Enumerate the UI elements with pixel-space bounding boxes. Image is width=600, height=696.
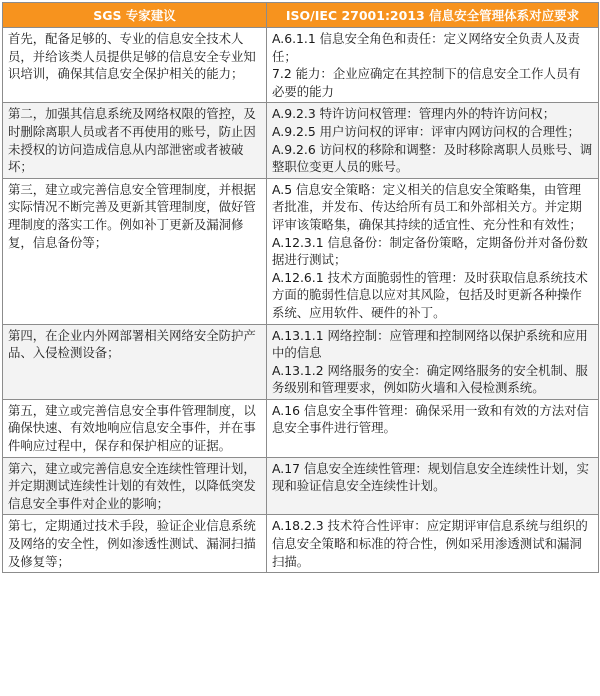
requirements-cell	[267, 399, 599, 457]
table-header-row	[3, 3, 599, 28]
header-sgs-advice: SGS 专家建议	[3, 3, 267, 28]
requirements-cell	[267, 515, 599, 573]
mapping-table-container	[2, 2, 598, 573]
requirement-item: A.9.2.3 特许访问权管理：管理内外的特许访问权；	[272, 106, 556, 122]
table-row	[3, 103, 599, 178]
table-row	[3, 178, 599, 324]
table-row	[3, 457, 599, 515]
table-row	[3, 324, 599, 399]
table-row	[3, 515, 599, 573]
requirement-item: A.5 信息安全策略：定义相关的信息安全策略集，由管理者批准，并发布、传达给所有员工和外部相关方。并定期评审该策略集，确保其持续的适宜性、充分性和有效性；	[272, 181, 582, 232]
requirement-item: A.18.2.3 技术符合性评审：应定期评审信息系统与组织的信息安全策略和标准的符合性，例如采用渗透测试和漏洞扫描。	[272, 518, 588, 569]
requirement-item: A.6.1.1 信息安全角色和责任：定义网络安全负责人及责任；	[272, 31, 580, 64]
advice-cell: 第五，建立或完善信息安全事件管理制度，以确保快速、有效地响应信息安全事件，并在事件响应过程中，保存和保护相应的证据。	[3, 399, 267, 457]
header-iso-requirements: ISO/IEC 27001:2013 信息安全管理体系对应要求	[267, 3, 599, 28]
requirement-item: A.13.1.1 网络控制：应管理和控制网络以保护系统和应用中的信息	[272, 327, 588, 361]
requirement-item: A.17 信息安全连续性管理：规划信息安全连续性计划，实现和验证信息安全连续性计划。	[272, 460, 589, 494]
requirement-item: A.9.2.6 访问权的移除和调整：及时移除离职人员账号、调整职位变更人员的账号。	[272, 141, 593, 175]
table-row	[3, 399, 599, 457]
advice-cell: 第二，加强其信息系统及网络权限的管控，及时删除离职人员或者不再使用的账号，防止因未授权的访问造成信息从内部泄密或者被破坏；	[3, 103, 267, 178]
requirement-item: A.12.6.1 技术方面脆弱性的管理：及时获取信息系统技术方面的脆弱性信息以应对其风险，包括及时更新各种操作系统、应用软件、硬件的补丁。	[272, 269, 588, 320]
requirement-item: A.12.3.1 信息备份：制定备份策略，定期备份并对备份数据进行测试；	[272, 234, 588, 268]
requirement-item: A.13.1.2 网络服务的安全：确定网络服务的安全机制、服务级别和管理要求，例如防火墙和入侵检测系统。	[272, 362, 588, 396]
requirement-item: A.16 信息安全事件管理：确保采用一致和有效的方法对信息安全事件进行管理。	[272, 402, 589, 436]
advice-cell: 第三，建立或完善信息安全管理制度，并根据实际情况不断完善及更新其管理制度，做好管理制度的落实工作。例如补丁更新及漏洞修复，信息备份等；	[3, 178, 267, 324]
requirements-cell	[267, 103, 599, 178]
requirements-cell	[267, 324, 599, 399]
requirement-item: 7.2 能力：企业应确定在其控制下的信息安全工作人员有必要的能力	[272, 66, 581, 99]
requirements-cell	[267, 457, 599, 515]
requirements-cell	[267, 28, 599, 103]
requirements-cell	[267, 178, 599, 324]
requirement-item: A.9.2.5 用户访问权的评审：评审内网访问权的合理性；	[272, 123, 580, 139]
advice-cell: 首先，配备足够的、专业的信息安全技术人员，并给该类人员提供足够的信息安全专业知识培训，确保其信息安全保护相关的能力；	[3, 28, 267, 103]
advice-cell: 第四，在企业内外网部署相关网络安全防护产品、入侵检测设备；	[3, 324, 267, 399]
table-row	[3, 28, 599, 103]
advice-cell: 第六，建立或完善信息安全连续性管理计划，并定期测试连续性计划的有效性，以降低突发信息安全事件对企业的影响；	[3, 457, 267, 515]
advice-cell: 第七，定期通过技术手段，验证企业信息系统及网络的安全性，例如渗透性测试、漏洞扫描及修复等；	[3, 515, 267, 573]
sgs-iso27001-mapping-table	[2, 2, 599, 573]
